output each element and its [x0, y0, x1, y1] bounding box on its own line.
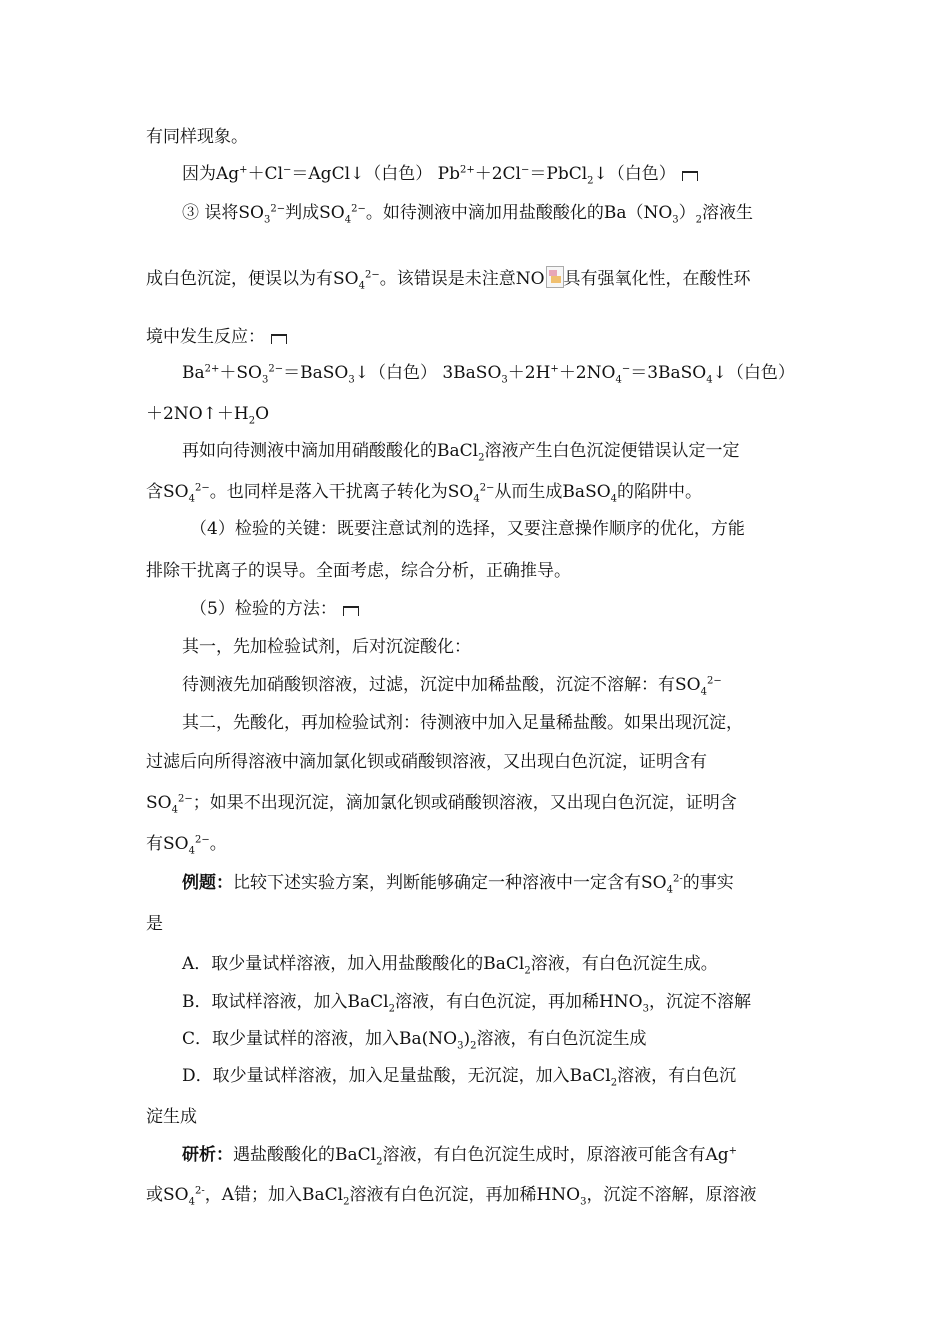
- text-line: 含$SO_4^{2-}$。也同样是落入干扰离子转化为$SO_4^{2-}$从而生成BaSO$_4$的陷阱中。: [146, 482, 703, 505]
- text-line: 淀生成: [146, 1107, 197, 1127]
- paragraph-mark-icon: [271, 334, 287, 344]
- text-line: $+2NO↑+H_2O$: [146, 404, 270, 427]
- text-line: 成白色沉淀，便误以为有$SO_4^{2-}$。该错误是未注意NO 具有强氧化性，在酸性环: [146, 266, 751, 290]
- text-line: 有同样现象。: [146, 127, 248, 147]
- text-line: 其一，先加检验试剂，后对沉淀酸化：: [182, 637, 471, 657]
- text-line: $SO_4^{2-}$；如果不出现沉淀，滴加氯化钡或硝酸钡溶液，又出现白色沉淀，证明含: [146, 793, 737, 816]
- text-line: 其二，先酸化，再加检验试剂：待测液中加入足量稀盐酸。如果出现沉淀，: [182, 713, 743, 733]
- text-line: $Ba^{2+}+SO_3^{2-}=BaSO_3↓$（白色） $3BaSO_3+2H^++2NO_4^-=3BaSO_4↓$（白色）: [182, 363, 795, 386]
- option-c: C．取少量试样的溶液，加入$Ba(NO_3)_2$溶液，有白色沉淀生成: [182, 1029, 647, 1052]
- text-line: 是: [146, 914, 163, 934]
- paragraph-mark-icon: [343, 606, 359, 616]
- text-line: 再如向待测液中滴加用硝酸酸化的BaCl$_2$溶液产生白色沉淀便错误认定一定: [182, 441, 740, 464]
- text-line: 有$SO_4^{2-}$。: [146, 834, 227, 857]
- paragraph-mark-icon: [682, 171, 698, 181]
- option-d: D．取少量试样溶液，加入足量盐酸，无沉淀，加入BaCl$_2$溶液，有白色沉: [182, 1066, 737, 1089]
- analysis-label: 研析：: [182, 1145, 233, 1165]
- broken-image-icon: [546, 266, 564, 288]
- text-line: 待测液先加硝酸钡溶液，过滤，沉淀中加稀盐酸，沉淀不溶解：有$SO_4^{2-}$: [182, 675, 722, 698]
- text-line: （4）检验的关键：既要注意试剂的选择，又要注意操作顺序的优化，方能: [190, 519, 745, 539]
- text-line: 境中发生反应：: [146, 326, 287, 348]
- option-a: A．取少量试样溶液，加入用盐酸酸化的BaCl$_2$溶液，有白色沉淀生成。: [182, 954, 718, 977]
- example-label: 例题：: [182, 873, 233, 893]
- option-b: B．取试样溶液，加入BaCl$_2$溶液，有白色沉淀，再加稀$HNO_3$，沉淀不溶解: [182, 992, 751, 1015]
- text-line: 研析：遇盐酸酸化的BaCl$_2$溶液，有白色沉淀生成时，原溶液可能含有Ag+: [182, 1145, 738, 1168]
- text-line: 例题：比较下述实验方案，判断能够确定一种溶液中一定含有$SO_4^{2-}$的事实: [182, 873, 734, 896]
- text-line: 过滤后向所得溶液中滴加氯化钡或硝酸钡溶液，又出现白色沉淀，证明含有: [146, 752, 707, 772]
- text-line: 因为Ag+＋Cl−＝AgCl↓（白色） $Pb^{2+}+2Cl^-=PbCl_2↓$（白色）: [182, 163, 698, 185]
- text-line: （5）检验的方法：: [190, 598, 359, 620]
- text-line: ③ 误将$SO_3^{2-}$判成$SO_4^{2-}$。如待测液中滴加用盐酸酸化的$Ba(NO_3)_2$溶液生: [182, 203, 754, 226]
- text-line: 排除干扰离子的误导。全面考虑，综合分析，正确推导。: [146, 561, 571, 581]
- text-line: 或$SO_4^{2-}$，A错；加入BaCl$_2$溶液有白色沉淀，再加稀$HNO_3$，沉淀不溶解，原溶液: [146, 1185, 757, 1208]
